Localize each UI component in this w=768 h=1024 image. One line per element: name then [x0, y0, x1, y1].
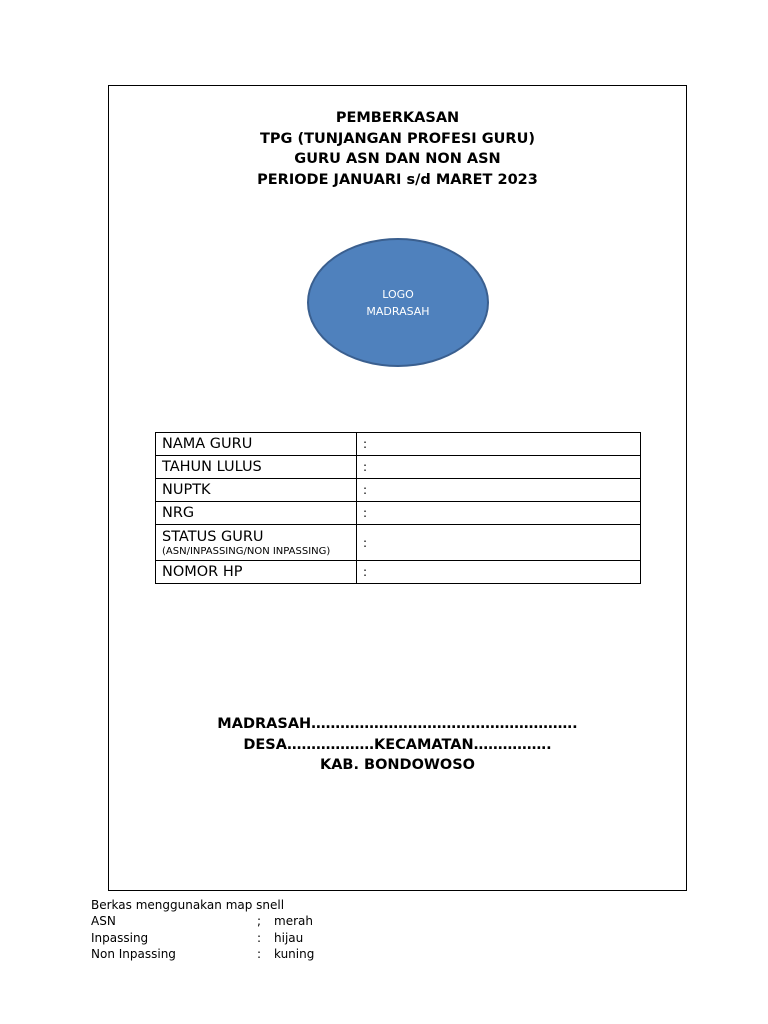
field-label-nomor-hp: NOMOR HP — [156, 561, 357, 584]
note-separator: : — [257, 946, 262, 961]
logo-text-line2: MADRASAH — [366, 304, 430, 318]
teacher-info-table — [155, 432, 641, 584]
field-label-nuptk: NUPTK — [156, 479, 357, 502]
note-value: hijau — [274, 930, 304, 945]
field-value-nuptk[interactable]: : — [357, 479, 641, 502]
note-separator: : — [257, 930, 262, 945]
list-item — [91, 946, 314, 962]
cover-title — [109, 108, 686, 190]
table-row — [156, 456, 641, 479]
title-line: PERIODE JANUARI s/d MARET 2023 — [257, 171, 538, 188]
folder-color-notes — [91, 897, 314, 962]
note-separator: ; — [257, 914, 262, 929]
note-value: merah — [274, 914, 313, 929]
address-line: DESA………………KECAMATAN……………. — [243, 736, 552, 753]
table-row — [156, 502, 641, 525]
field-label-nama-guru: NAMA GURU — [156, 433, 357, 456]
address-line: KAB. BONDOWOSO — [319, 757, 476, 773]
logo-text-line1: LOGO — [382, 287, 414, 301]
status-guru-options: (ASN/INPASSING/NON INPASSING) — [162, 545, 331, 557]
field-label-nrg: NRG — [156, 502, 357, 525]
address-line: MADRASAH………………………………………………. — [217, 716, 578, 732]
list-item — [91, 930, 314, 946]
note-key: ASN — [91, 914, 116, 929]
table-row — [156, 525, 641, 561]
table-row — [156, 479, 641, 502]
cover-frame — [108, 85, 687, 891]
table-row — [156, 561, 641, 584]
field-value-nama-guru[interactable]: : — [357, 433, 641, 456]
note-value: kuning — [274, 946, 315, 961]
field-label-tahun-lulus: TAHUN LULUS — [156, 456, 357, 479]
field-label-status-guru — [156, 525, 357, 561]
field-value-tahun-lulus[interactable]: : — [357, 456, 641, 479]
list-item — [91, 913, 314, 929]
title-line: PEMBERKASAN — [335, 110, 460, 126]
logo-placeholder — [307, 238, 489, 367]
field-value-status-guru[interactable]: : — [357, 525, 641, 561]
madrasah-address — [109, 714, 686, 776]
note-key: Inpassing — [91, 930, 149, 945]
title-line: TPG (TUNJANGAN PROFESI GURU) — [259, 130, 535, 147]
table-row — [156, 433, 641, 456]
field-value-nomor-hp[interactable]: : — [357, 561, 641, 584]
note-key: Non Inpassing — [91, 946, 176, 961]
field-value-nrg[interactable]: : — [357, 502, 641, 525]
notes-heading: Berkas menggunakan map snell — [91, 898, 285, 912]
title-line: GURU ASN DAN NON ASN — [294, 151, 501, 167]
status-guru-label: STATUS GURU — [162, 528, 264, 545]
